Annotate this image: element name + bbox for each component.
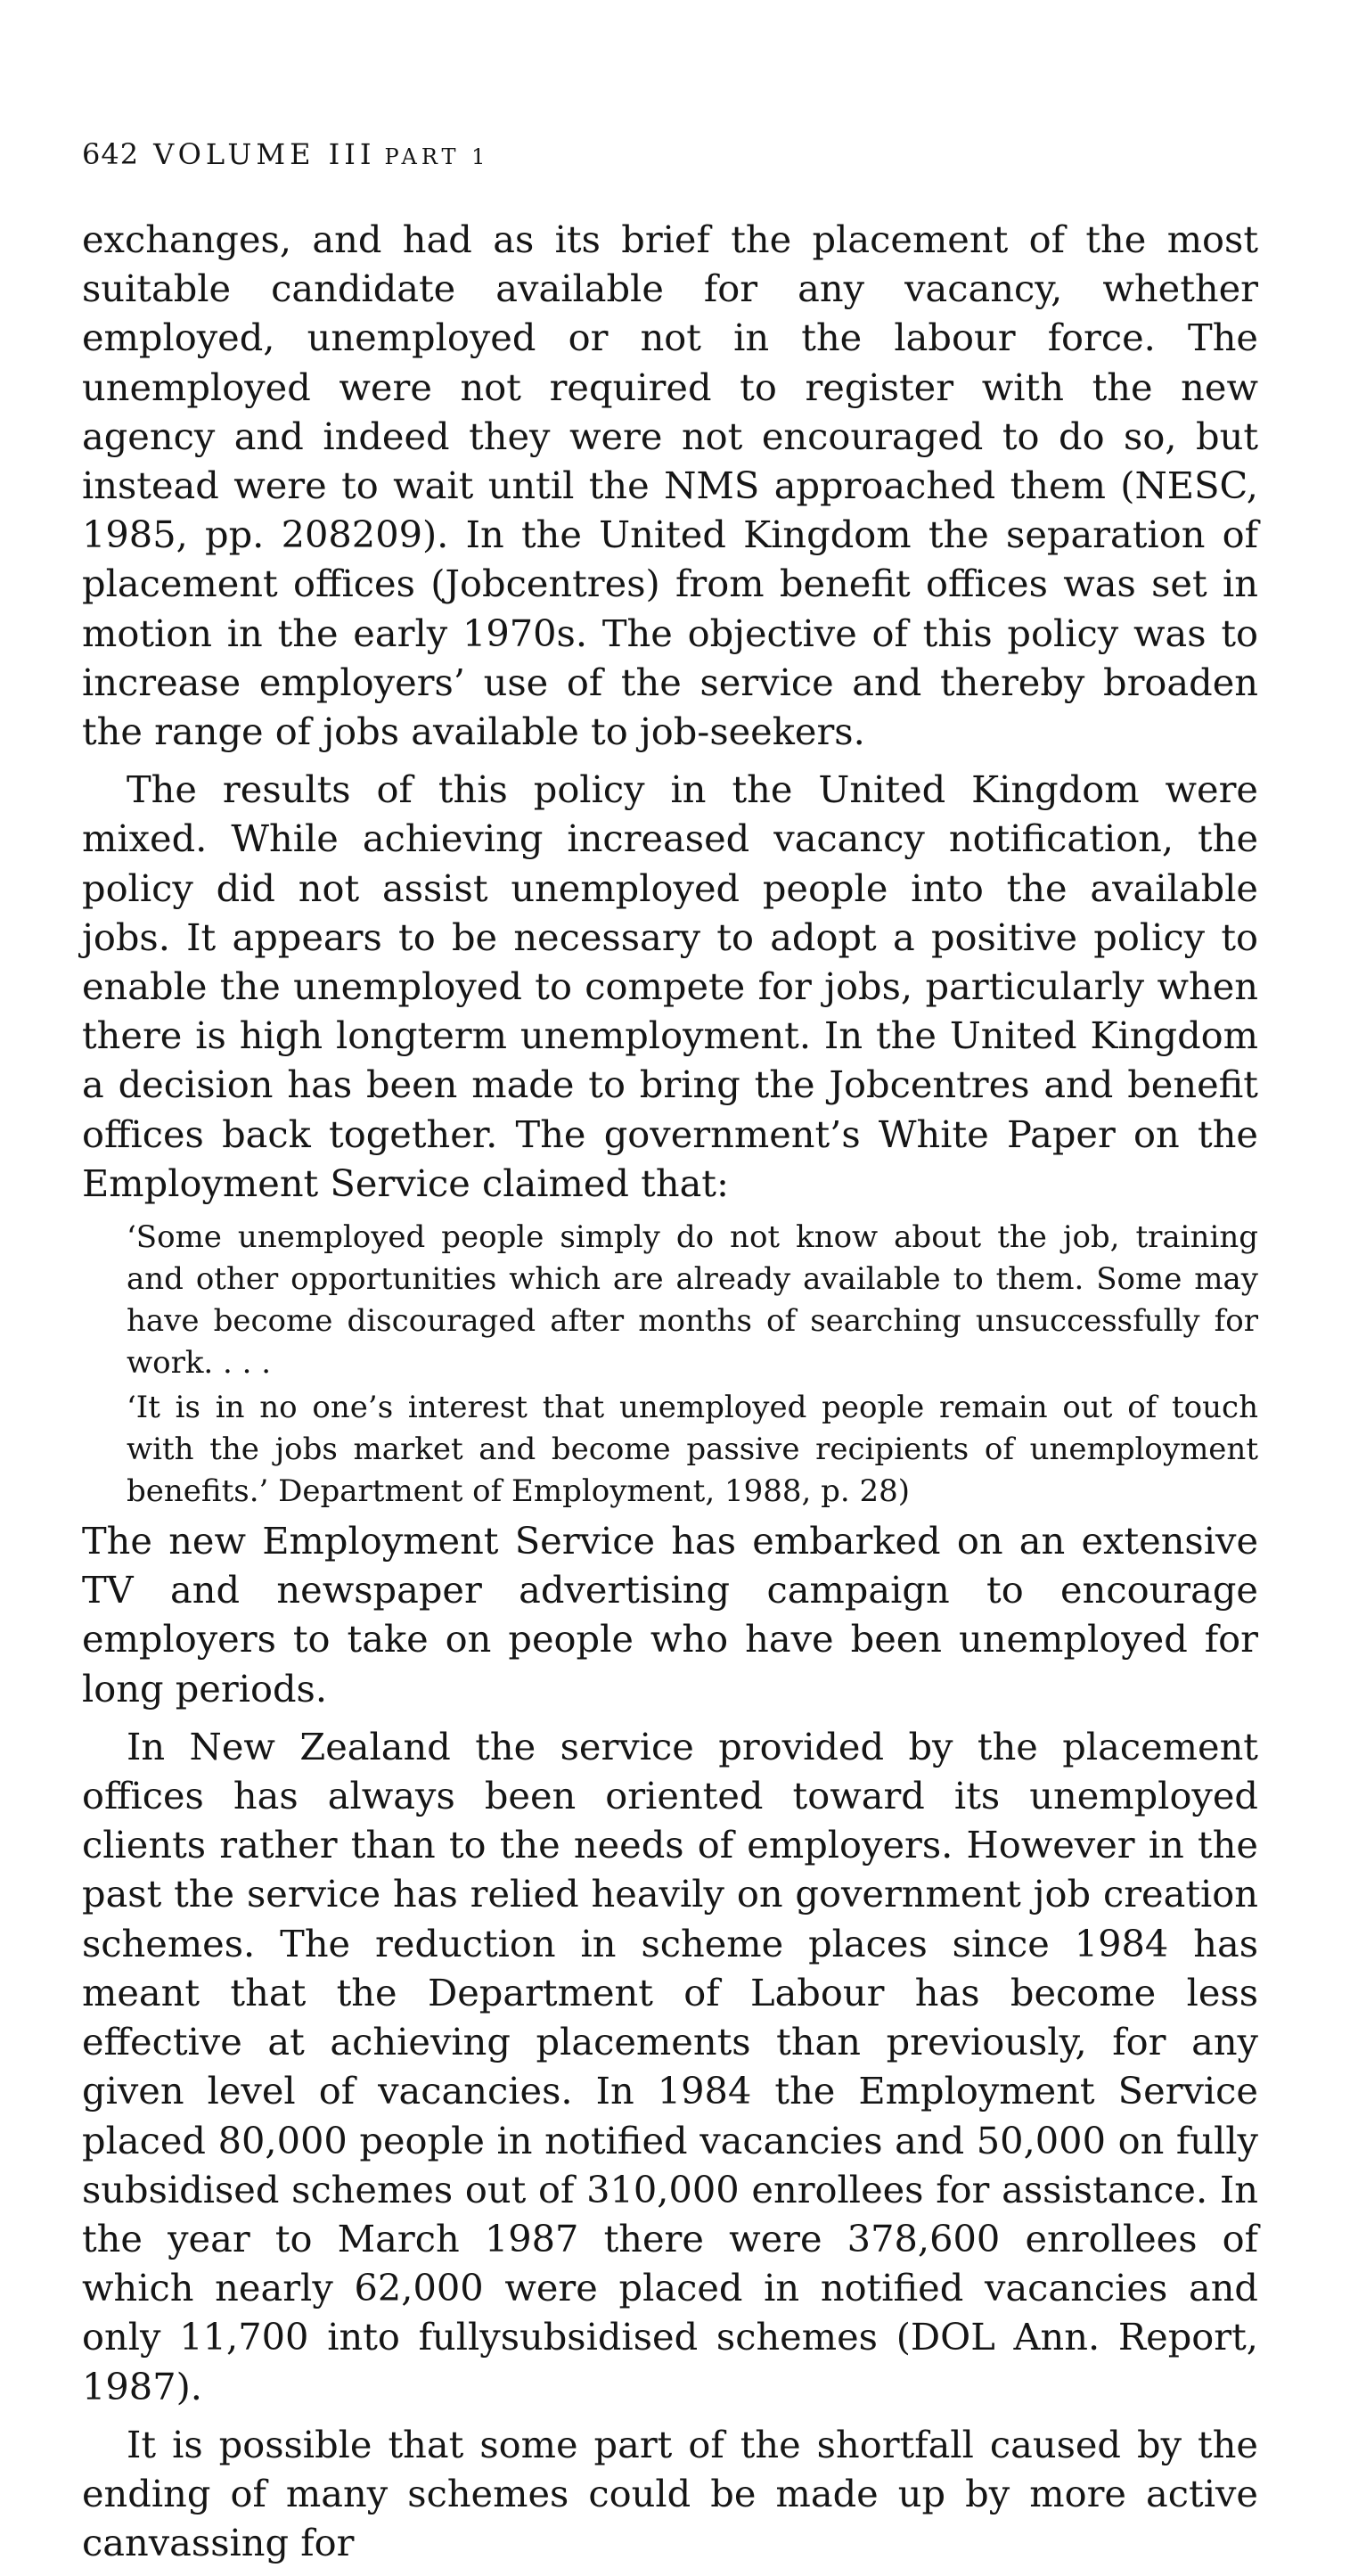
body-paragraph-3: The new Employment Service has embarked on an extensive TV and newspaper advertising campaign to encourage employers to take on people who have been unemployed for long periods. — [82, 1519, 1258, 1710]
running-header — [82, 134, 1258, 177]
block-quote — [127, 1217, 1258, 1513]
volume-label: VOLUME III — [153, 137, 376, 171]
body-paragraph-2: The results of this policy in the United Kingdom were mixed. While achieving increased vacancy notification, the policy did not assist unemployed people into the available jobs. It appears to be necessary to adopt a positive policy to enable the unemployed to compete for jobs, particularly when there is high longterm unemployment. In the United Kingdom a decision has been made to bring the Jobcentres and benefit offices back together. The government’s White Paper on the Employment Service claimed that: — [82, 767, 1258, 1205]
quote-paragraph-1: ‘Some unemployed people simply do not know about the job, training and other opportunities which are already available to them. Some may have become discouraged after months of searching unsuccessfully for work. . . . — [127, 1219, 1258, 1382]
part-label: PART 1 — [384, 144, 490, 169]
body-paragraph-1: exchanges, and had as its brief the placement of the most suitable candidate available for any vacancy, whether employed, unemployed or not in the labour force. The unemployed were not required to register with the new agency and indeed they were not encouraged to do so, but instead were to wait until the NMS approached them (NESC, 1985, pp. 208209). In the United Kingdom the separation of placement offices (Jobcentres) from benefit offices was set in motion in the early 1970s. The objective of this policy was to increase employers’ use of the service and thereby broaden the range of jobs available to job-seekers. — [82, 217, 1258, 754]
document-page — [82, 134, 1258, 2576]
body-paragraph-4: In New Zealand the service provided by the placement offices has always been oriented toward its unemployed clients rather than to the needs of employers. However in the past the service has relied heavily on government job creation schemes. The reduction in scheme places since 1984 has meant that the Department of Labour has become less effective at achieving placements than previously, for any given level of vacancies. In 1984 the Employment Service placed 80,000 people in notified vacancies and 50,000 on fully subsidised schemes out of 310,000 enrollees for assistance. In the year to March 1987 there were 378,600 enrollees of which nearly 62,000 were placed in notified vacancies and only 11,700 into fullysubsidised schemes (DOL Ann. Report, 1987). — [82, 1724, 1258, 2408]
body-paragraph-5: It is possible that some part of the shortfall caused by the ending of many schemes could be made up by more active canvassing for — [82, 2422, 1258, 2565]
quote-paragraph-2: ‘It is in no one’s interest that unemployed people remain out of touch with the jobs market and become passive recipients of unemployment benefits.’ Department of Employment, 1988, p. 28) — [127, 1390, 1258, 1510]
page-number: 642 — [82, 137, 140, 171]
